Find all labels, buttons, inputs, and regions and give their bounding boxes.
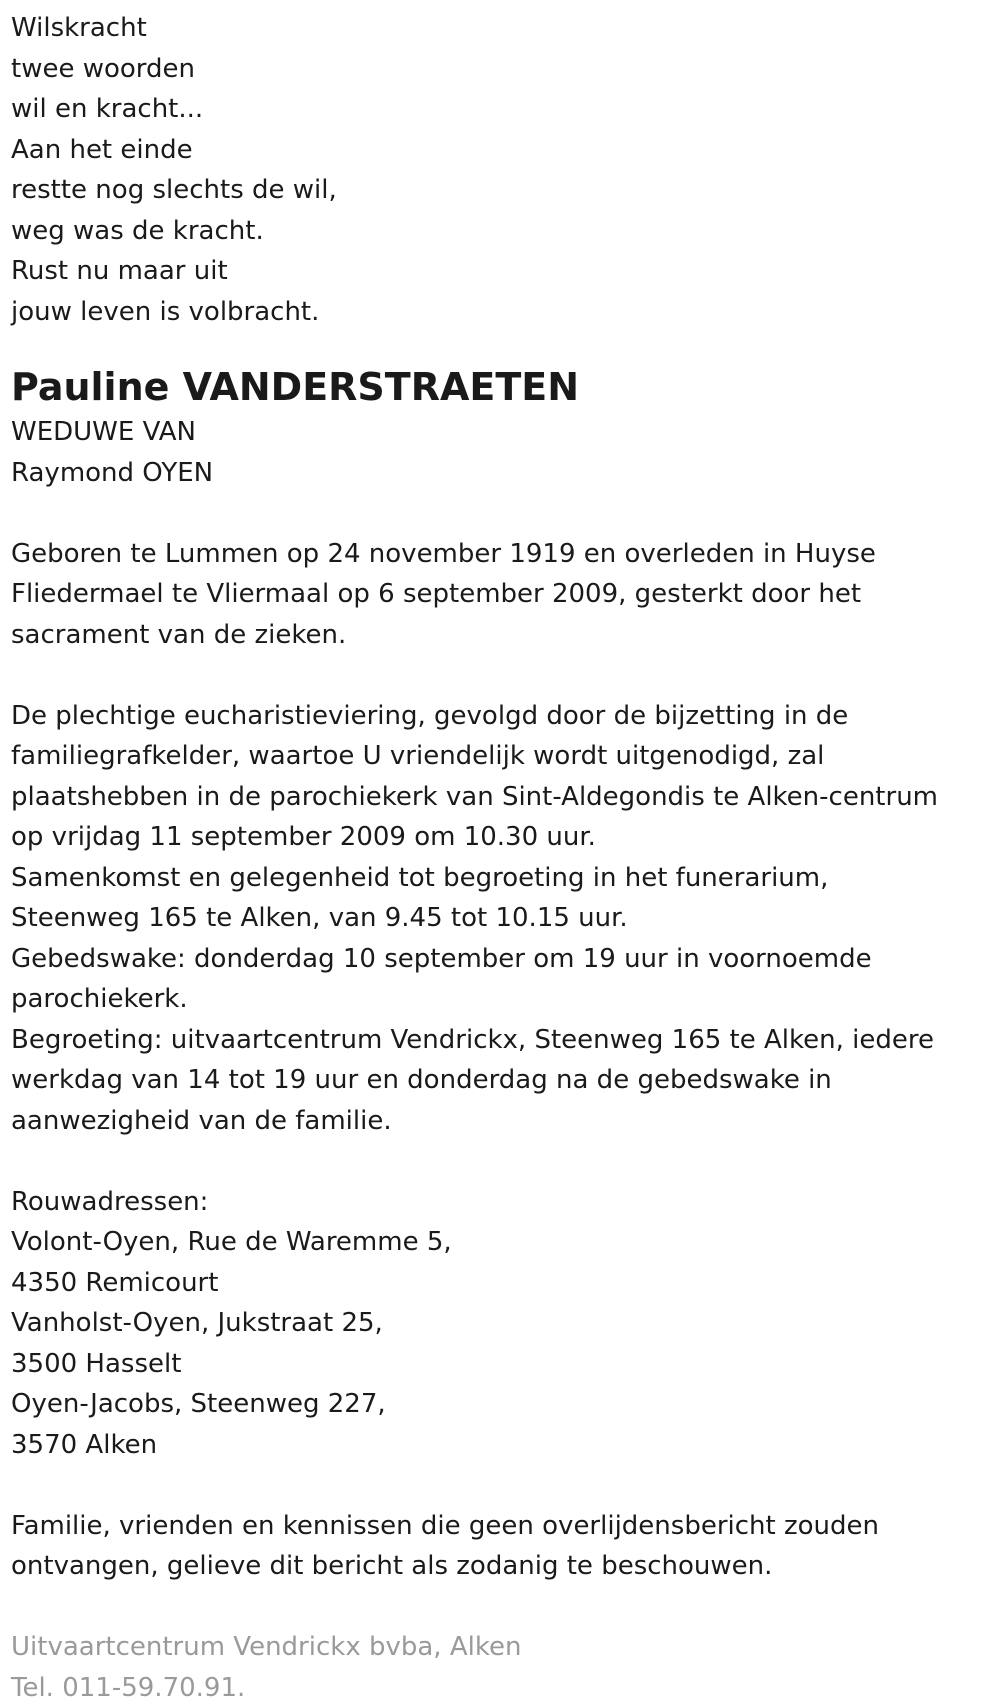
funeral-home-name: Uitvaartcentrum Vendrickx bvba, Alken xyxy=(11,1627,1000,1668)
poem-line: Rust nu maar uit xyxy=(11,251,1000,292)
paragraph-line: Geboren te Lummen op 24 november 1919 en overleden in Huyse xyxy=(11,534,1000,575)
paragraph-line: Fliedermael te Vliermaal op 6 september 2009, gesterkt door het xyxy=(11,574,1000,615)
address-line: 3570 Alken xyxy=(11,1425,1000,1466)
paragraph-line: parochiekerk. xyxy=(11,979,1000,1020)
paragraph-line: Gebedswake: donderdag 10 september om 19 uur in voornoemde xyxy=(11,939,1000,980)
address-line: Volont-Oyen, Rue de Waremme 5, xyxy=(11,1222,1000,1263)
address-line: 4350 Remicourt xyxy=(11,1263,1000,1304)
paragraph-line: ontvangen, gelieve dit bericht als zodanig te beschouwen. xyxy=(11,1546,1000,1587)
paragraph-line: familiegrafkelder, waartoe U vriendelijk wordt uitgenodigd, zal xyxy=(11,736,1000,777)
poem-line: weg was de kracht. xyxy=(11,211,1000,252)
poem-line: restte nog slechts de wil, xyxy=(11,170,1000,211)
funeral-home-phone: Tel. 011-59.70.91. xyxy=(11,1668,1000,1708)
paragraph-line: Samenkomst en gelegenheid tot begroeting in het funerarium, xyxy=(11,858,1000,899)
spouse-name: Raymond OYEN xyxy=(11,453,1000,494)
poem-line: wil en kracht... xyxy=(11,89,1000,130)
paragraph-line: werkdag van 14 tot 19 uur en donderdag na de gebedswake in xyxy=(11,1060,1000,1101)
poem xyxy=(11,8,1000,332)
poem-line: Wilskracht xyxy=(11,8,1000,49)
deceased-name: Pauline VANDERSTRAETEN xyxy=(11,362,1000,412)
paragraph-line: Begroeting: uitvaartcentrum Vendrickx, Steenweg 165 te Alken, iedere xyxy=(11,1020,1000,1061)
paragraph-line: Steenweg 165 te Alken, van 9.45 tot 10.15 uur. xyxy=(11,898,1000,939)
widow-status: WEDUWE VAN xyxy=(11,412,1000,453)
birth-death-paragraph xyxy=(11,534,1000,656)
address-line: Oyen-Jacobs, Steenweg 227, xyxy=(11,1384,1000,1425)
address-line: 3500 Hasselt xyxy=(11,1344,1000,1385)
ceremony-paragraph xyxy=(11,696,1000,1142)
addresses-heading: Rouwadressen: xyxy=(11,1182,1000,1223)
notice-paragraph xyxy=(11,1506,1000,1587)
address-line: Vanholst-Oyen, Jukstraat 25, xyxy=(11,1303,1000,1344)
paragraph-line: aanwezigheid van de familie. xyxy=(11,1101,1000,1142)
paragraph-line: sacrament van de zieken. xyxy=(11,615,1000,656)
paragraph-line: op vrijdag 11 september 2009 om 10.30 uur. xyxy=(11,817,1000,858)
mourning-addresses xyxy=(11,1182,1000,1466)
paragraph-line: plaatshebben in de parochiekerk van Sint-Aldegondis te Alken-centrum xyxy=(11,777,1000,818)
paragraph-line: Familie, vrienden en kennissen die geen overlijdensbericht zouden xyxy=(11,1506,1000,1547)
poem-line: jouw leven is volbracht. xyxy=(11,292,1000,333)
poem-line: Aan het einde xyxy=(11,130,1000,171)
paragraph-line: De plechtige eucharistieviering, gevolgd door de bijzetting in de xyxy=(11,696,1000,737)
poem-line: twee woorden xyxy=(11,49,1000,90)
funeral-home-footer xyxy=(11,1627,1000,1708)
